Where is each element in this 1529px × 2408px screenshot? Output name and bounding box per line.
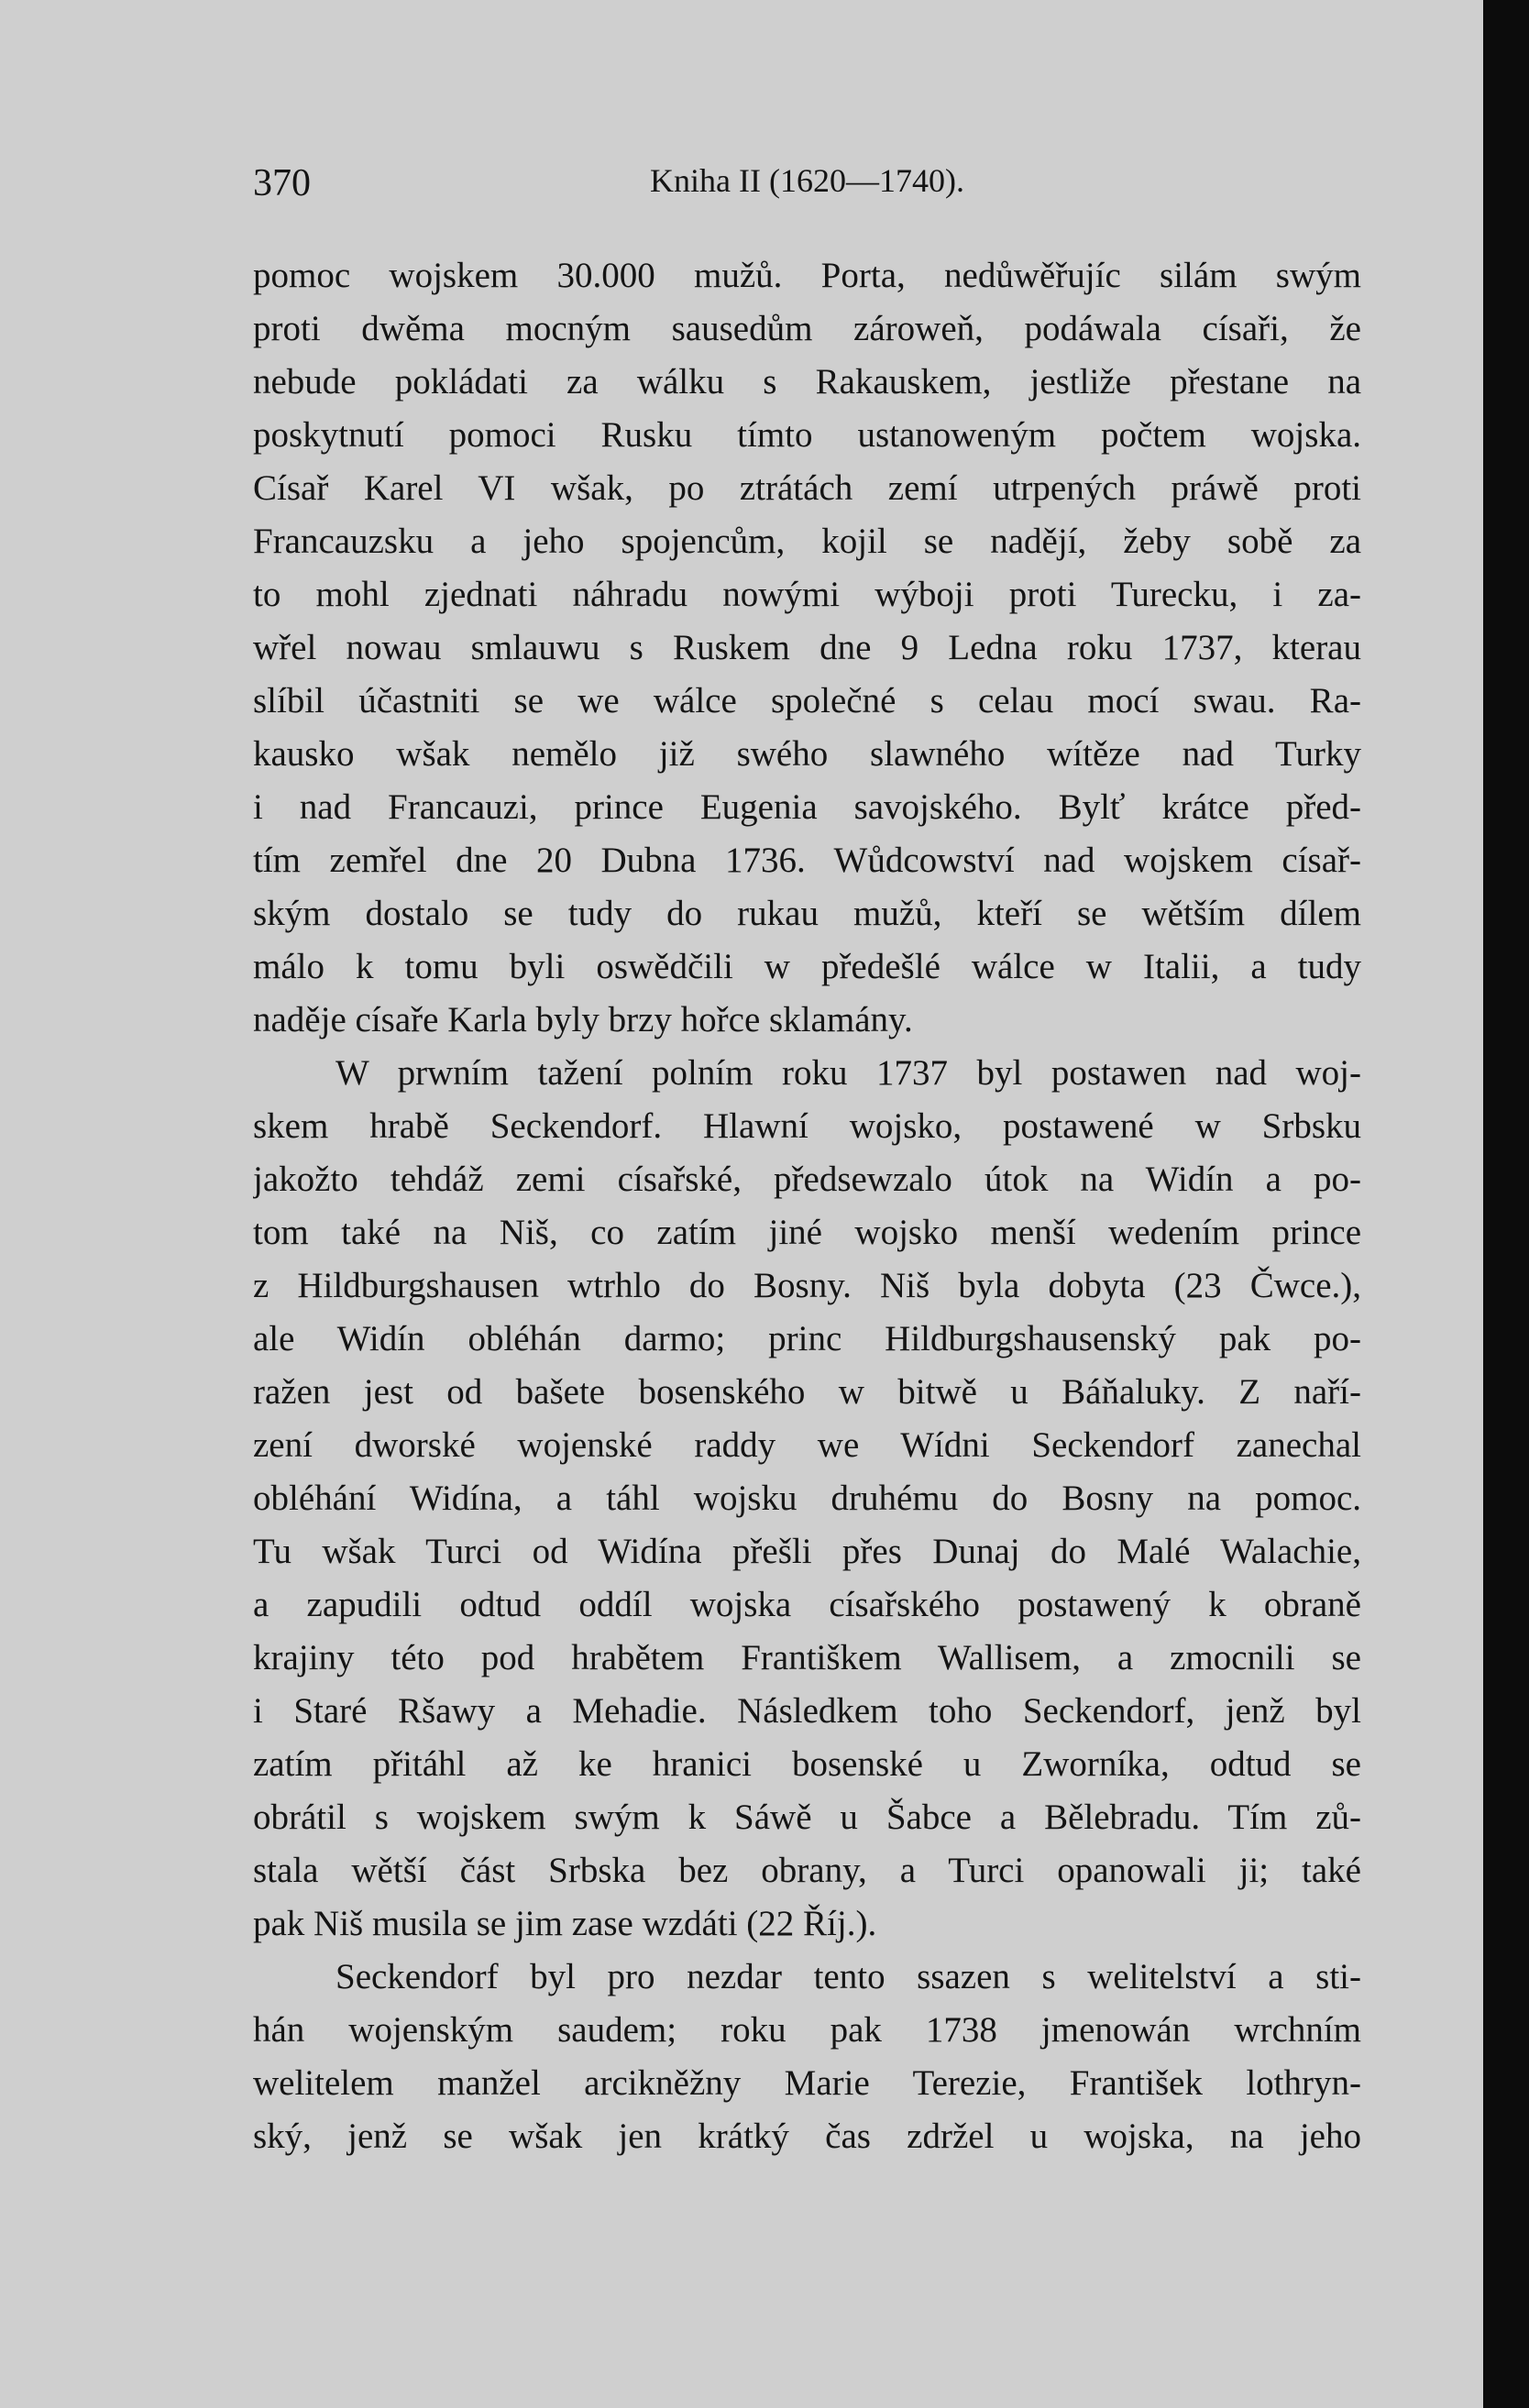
text-line: obléhání Widína, a táhl wojsku druhému do Bosny na pomoc.	[253, 1479, 1361, 1518]
text-line: to mohl zjednati náhradu nowými wýboji proti Turecku, i za-	[253, 575, 1361, 614]
text-line: ražen jest od bašete bosenského w bitwě u Báňaluky. Z naří-	[253, 1372, 1361, 1412]
text-line: Seckendorf byl pro nezdar tento ssazen s welitelství a sti-	[336, 1957, 1361, 1996]
text-line: tím zemřel dne 20 Dubna 1736. Wůdcowství nad wojskem císař-	[253, 841, 1361, 880]
text-line: welitelem manžel arcikněžny Marie Terezie, František lothryn-	[253, 2063, 1361, 2103]
page-number: 370	[253, 162, 311, 204]
text-line: málo k tomu byli oswědčili w předešlé wálce w Italii, a tudy	[253, 947, 1361, 986]
text-line: skem hrabě Seckendorf. Hlawní wojsko, postawené w Srbsku	[253, 1106, 1361, 1146]
text-line: ský, jenž se wšak jen krátký čas zdržel u wojska, na jeho	[253, 2117, 1361, 2156]
text-line: zení dworské wojenské raddy we Wídni Seckendorf zanechal	[253, 1425, 1361, 1465]
text-line: stala wětší část Srbska bez obrany, a Turci opanowali ji; také	[253, 1851, 1361, 1890]
text-line: pak Niš musila se jim zase wzdáti (22 Říj.).	[253, 1904, 877, 1943]
text-line: nebude pokládati za wálku s Rakauskem, jestliže přestane na	[253, 362, 1361, 401]
text-line: obrátil s wojskem swým k Sáwě u Šabce a Bělebradu. Tím zů-	[253, 1798, 1361, 1837]
text-line: jakožto tehdáž zemi císařské, předsewzalo útok na Widín a po-	[253, 1160, 1361, 1199]
text-line: wřel nowau smlauwu s Ruskem dne 9 Ledna roku 1737, kterau	[253, 628, 1361, 667]
body-text	[253, 249, 1361, 2163]
text-line: hán wojenským saudem; roku pak 1738 jmenowán wrchním	[253, 2010, 1361, 2050]
text-line: naděje císaře Karla byly brzy hořce sklamány.	[253, 1000, 913, 1039]
scan-edge	[1483, 0, 1529, 2408]
text-line: pomoc wojskem 30.000 mužů. Porta, nedůwěřujíc silám swým	[253, 256, 1361, 295]
text-line: ale Widín obléhán darmo; princ Hildburgshausenský pak po-	[253, 1319, 1361, 1358]
text-line: kausko wšak nemělo již swého slawného wítěze nad Turky	[253, 734, 1361, 774]
text-line: z Hildburgshausen wtrhlo do Bosny. Niš byla dobyta (23 Čwce.),	[253, 1266, 1361, 1305]
text-line: zatím přitáhl až ke hranici bosenské u Zworníka, odtud se	[253, 1744, 1361, 1784]
text-line: Francauzsku a jeho spojencům, kojil se nadějí, žeby sobě za	[253, 522, 1361, 561]
text-line: Tu wšak Turci od Widína přešli přes Dunaj do Malé Walachie,	[253, 1532, 1361, 1571]
running-title: Kniha II (1620—1740).	[650, 162, 964, 199]
page-header	[253, 161, 1361, 216]
text-line: ským dostalo se tudy do rukau mužů, kteří se wětším dílem	[253, 894, 1361, 933]
text-line: tom také na Niš, co zatím jiné wojsko menší wedením prince	[253, 1213, 1361, 1252]
text-line: a zapudili odtud oddíl wojska císařského postawený k obraně	[253, 1585, 1361, 1624]
text-line: slíbil účastniti se we wálce společné s celau mocí swau. Ra-	[253, 681, 1361, 720]
text-line: i nad Francauzi, prince Eugenia savojského. Bylť krátce před-	[253, 787, 1361, 827]
text-line: poskytnutí pomoci Rusku tímto ustanoweným počtem wojska.	[253, 415, 1361, 455]
text-line: proti dwěma mocným sausedům zároweň, podáwala císaři, že	[253, 309, 1361, 348]
text-line: W prwním tažení polním roku 1737 byl postawen nad woj-	[336, 1053, 1361, 1093]
text-line: Císař Karel VI wšak, po ztrátách zemí utrpených práwě proti	[253, 468, 1361, 508]
text-line: i Staré Ršawy a Mehadie. Následkem toho Seckendorf, jenž byl	[253, 1691, 1361, 1731]
text-line: krajiny této pod hrabětem Františkem Wallisem, a zmocnili se	[253, 1638, 1361, 1677]
